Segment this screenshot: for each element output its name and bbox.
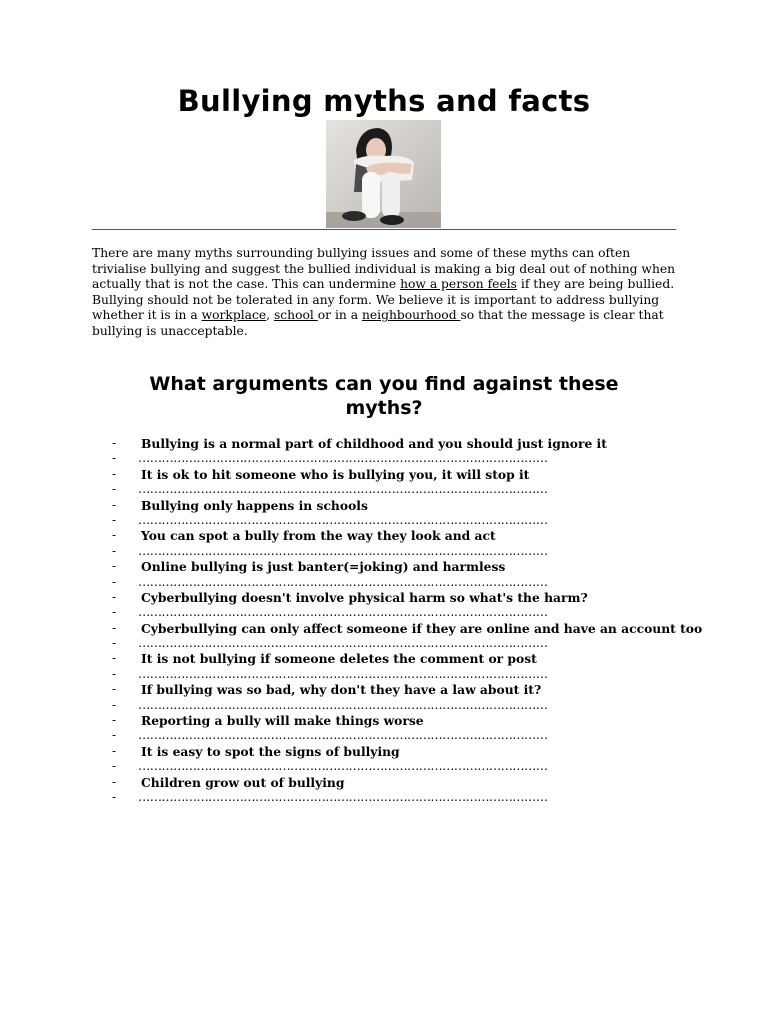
list-dash: -: [112, 589, 117, 604]
list-dash: -: [112, 451, 117, 466]
myth-text: Bullying is a normal part of childhood and you should just ignore it: [141, 436, 607, 451]
list-dash: -: [112, 774, 117, 789]
list-dash: -: [112, 543, 117, 558]
list-dash: -: [112, 666, 117, 681]
answer-dots[interactable]: ……………………………………………………………………………………………: [138, 574, 548, 589]
list-dash: -: [112, 512, 117, 527]
answer-line[interactable]: [112, 790, 672, 805]
list-dash: -: [112, 651, 117, 666]
myth-item: [112, 467, 672, 482]
myth-item: [112, 590, 672, 605]
intro-paragraph: There are many myths surrounding bullying issues and some of these myths can often trivialise bullying and suggest the bullied individual is making a big deal out of nothing when actually that is not the case. This can undermine how a person feels if they are being bullied. Bullying should not be tolerated in any form. We believe it is important to address bullying whether it is in a workplace, school or in a neighbourhood so that the message is clear that bullying is unacceptable.: [92, 246, 676, 338]
list-dash: -: [112, 559, 117, 574]
answer-line[interactable]: [112, 544, 672, 559]
list-dash: -: [112, 574, 117, 589]
divider: [92, 229, 676, 230]
myth-text: Online bullying is just banter(=joking) and harmless: [141, 559, 506, 575]
answer-dots[interactable]: ……………………………………………………………………………………………: [138, 543, 548, 558]
answer-line[interactable]: [112, 575, 672, 590]
myth-item: [112, 651, 672, 666]
list-dash: -: [112, 713, 117, 728]
list-dash: -: [112, 605, 117, 620]
list-dash: -: [112, 728, 117, 743]
list-dash: -: [112, 789, 117, 804]
myth-item: [112, 775, 672, 790]
myth-text: You can spot a bully from the way they look and act: [141, 528, 496, 544]
myth-item: [112, 528, 672, 543]
answer-line[interactable]: [112, 451, 672, 466]
link-how-a-person-feels[interactable]: how a person feels: [400, 277, 517, 292]
myth-text: Cyberbullying doesn't involve physical harm so what's the harm?: [141, 589, 588, 605]
list-dash: -: [112, 497, 117, 512]
myth-text: Cyberbullying can only affect someone if they are online and have an account too: [141, 620, 703, 636]
answer-line[interactable]: [112, 513, 672, 528]
myth-item: [112, 498, 672, 513]
myth-item: [112, 682, 672, 697]
page-title: Bullying myths and facts: [177, 84, 591, 118]
answer-line[interactable]: [112, 728, 672, 743]
answer-line[interactable]: [112, 482, 672, 497]
answer-dots[interactable]: ……………………………………………………………………………………………: [138, 759, 548, 774]
list-dash: -: [112, 620, 117, 635]
answer-line[interactable]: [112, 667, 672, 682]
myth-text: It is easy to spot the signs of bullying: [141, 743, 400, 759]
link-workplace[interactable]: workplace: [201, 308, 267, 323]
answer-dots[interactable]: ……………………………………………………………………………………………: [138, 512, 548, 527]
list-dash: -: [112, 682, 117, 697]
answer-dots[interactable]: ……………………………………………………………………………………………: [138, 666, 548, 681]
myth-item: [112, 559, 672, 574]
list-dash: -: [112, 436, 117, 450]
answer-line[interactable]: [112, 759, 672, 774]
list-dash: -: [112, 482, 117, 497]
link-school[interactable]: school: [273, 308, 318, 323]
myth-text: Reporting a bully will make things worse: [141, 713, 424, 729]
section-heading: What arguments can you find against these myths?: [149, 373, 619, 419]
list-dash: -: [112, 743, 117, 758]
answer-line[interactable]: [112, 698, 672, 713]
myth-text: Bullying only happens in schools: [141, 497, 368, 513]
answer-line[interactable]: [112, 605, 672, 620]
answer-dots[interactable]: ……………………………………………………………………………………………: [138, 605, 548, 620]
myth-item: [112, 436, 672, 451]
answer-line[interactable]: [112, 636, 672, 651]
myth-item: [112, 713, 672, 728]
list-dash: -: [112, 759, 117, 774]
myth-item: [112, 744, 672, 759]
list-dash: -: [112, 697, 117, 712]
answer-dots[interactable]: ……………………………………………………………………………………………: [138, 636, 548, 651]
list-dash: -: [112, 466, 117, 481]
answer-dots[interactable]: ……………………………………………………………………………………………: [138, 728, 548, 743]
answer-dots[interactable]: ……………………………………………………………………………………………: [138, 789, 548, 804]
answer-dots[interactable]: ……………………………………………………………………………………………: [138, 451, 548, 466]
myth-item: [112, 620, 703, 636]
myth-text: It is not bullying if someone deletes the comment or post: [141, 651, 537, 667]
answer-dots[interactable]: ……………………………………………………………………………………………: [138, 482, 548, 497]
myth-text: It is ok to hit someone who is bullying you, it will stop it: [141, 466, 530, 482]
myth-text: If bullying was so bad, why don't they have a law about it?: [141, 682, 542, 698]
myths-list: [112, 436, 703, 805]
answer-dots[interactable]: ……………………………………………………………………………………………: [138, 697, 548, 712]
list-dash: -: [112, 636, 117, 651]
link-neighbourhood[interactable]: neighbourhood: [361, 308, 461, 323]
person-sitting-photo: [326, 120, 441, 228]
list-dash: -: [112, 528, 117, 543]
myth-text: Children grow out of bullying: [141, 774, 345, 790]
